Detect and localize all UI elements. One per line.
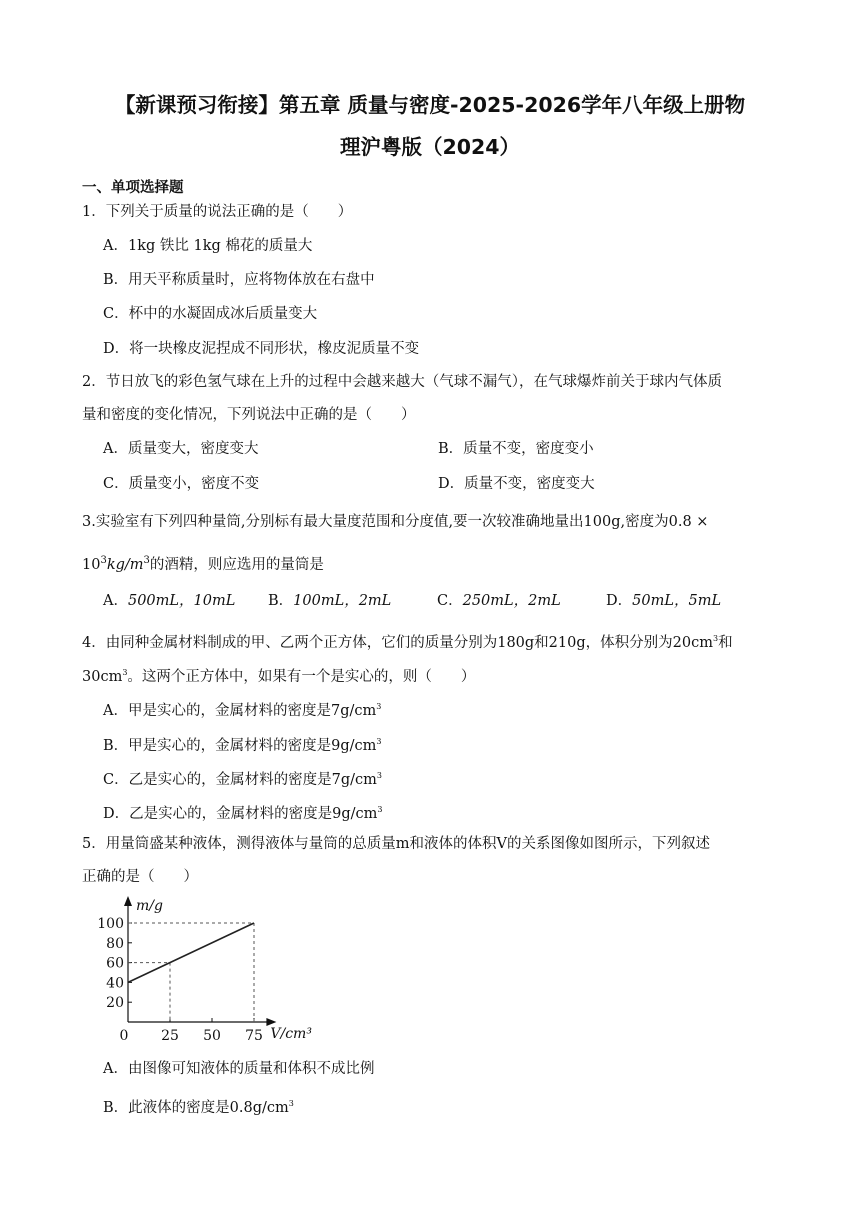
q4-option-d-text: D．乙是实心的，金属材料的密度是9g/cm	[103, 806, 378, 822]
q2-option-b: B．质量不变，密度变小	[438, 441, 594, 457]
y-tick-label-20: 20	[106, 995, 124, 1012]
y-tick-label-80: 80	[106, 935, 124, 952]
q4-option-d-sup: 3	[377, 805, 383, 814]
q3-power-base: 10	[82, 557, 101, 573]
q5-option-b	[103, 1094, 294, 1118]
q1-option-d: D．将一块橡皮泥捏成不同形状，橡皮泥质量不变	[103, 341, 420, 357]
q4-option-d	[103, 800, 382, 824]
question-2-stem-line1: 2．节日放飞的彩色氢气球在上升的过程中会越来越大（气球不漏气），在气球爆炸前关于球内气体质	[82, 374, 722, 390]
question-5-stem-line1: 5．用量筒盛某种液体，测得液体与量筒的总质量m和液体的体积V的关系图像如图所示，下列叙述	[82, 836, 710, 852]
q4-option-a-text: A．甲是实心的，金属材料的密度是7g/cm	[103, 703, 377, 719]
y-tick-label-40: 40	[106, 975, 124, 992]
page-title-line2: 理沪粤版（2024）	[339, 135, 521, 159]
question-3-stem-line2	[82, 551, 324, 575]
q2-option-a: A．质量变大，密度变大	[103, 441, 259, 457]
x-tick-label-0: 0	[119, 1028, 129, 1044]
q5-option-a: A．由图像可知液体的质量和体积不成比例	[103, 1061, 375, 1077]
x-tick-label-75: 75	[245, 1028, 263, 1044]
x-axis-arrow	[266, 1018, 276, 1026]
section-heading: 一、单项选择题	[82, 180, 184, 196]
q1-option-b: B．用天平称质量时，应将物体放在右盘中	[103, 272, 375, 288]
y-tick-label-100: 100	[97, 916, 124, 932]
question-4-stem-line2	[82, 663, 475, 687]
q4-stem-text-4: 。这两个正方体中，如果有一个是实心的，则（ ）	[127, 669, 476, 685]
q3-density-number: 0.8 ×	[668, 514, 709, 530]
q3-stem-text: 3.实验室有下列四种量筒,分别标有最大量度范围和分度值,要一次较准确地量出100g,密度为	[82, 514, 669, 530]
series-line	[128, 923, 254, 982]
y-tick-label-60: 60	[106, 955, 124, 972]
x-tick-label-50: 50	[203, 1028, 221, 1044]
q2-option-d: D．质量不变，密度变大	[438, 476, 595, 492]
q3-power-exp: 3	[100, 555, 107, 566]
y-axis-label: m/g	[136, 898, 163, 914]
x-tick-label-25: 25	[161, 1028, 179, 1044]
q4-option-a	[103, 697, 381, 721]
q3-option-a-letter: A．	[103, 593, 128, 609]
page-title-line1: 【新课预习衔接】第五章 质量与密度-2025-2026学年八年级上册物	[114, 93, 746, 117]
q3-option-b-letter: B．	[268, 593, 294, 609]
q1-option-c: C．杯中的水凝固成冰后质量变大	[103, 306, 318, 322]
q3-option-a-value: 500mL，10mL	[127, 593, 236, 609]
question-3-stem-line1	[82, 512, 708, 532]
q5-option-b-text: B．此液体的密度是0.8g/cm	[103, 1100, 289, 1116]
q2-option-c: C．质量变小，密度不变	[103, 476, 260, 492]
q3-option-c	[437, 591, 561, 611]
q4-option-b	[103, 732, 382, 756]
q1-option-a: A．1kg 铁比 1kg 棉花的质量大	[103, 238, 313, 254]
q5-option-b-sup: 3	[288, 1099, 294, 1108]
q3-option-b	[268, 591, 391, 611]
q3-option-a	[103, 591, 235, 611]
q3-option-d-value: 50mL，5mL	[632, 593, 722, 609]
q3-unit-exp: 3	[143, 555, 150, 566]
q4-option-a-sup: 3	[376, 702, 382, 711]
question-5-stem-line2: 正确的是（ ）	[82, 869, 198, 885]
q3-stem-tail: 的酒精，则应选用的量筒是	[149, 557, 324, 573]
q3-option-b-value: 100mL，2mL	[293, 593, 392, 609]
mass-volume-chart	[96, 892, 336, 1052]
q3-unit: kg/m	[106, 557, 144, 573]
q4-sup-2: 3	[122, 668, 128, 677]
q3-option-c-value: 250mL，2mL	[462, 593, 561, 609]
q3-option-d-letter: D．	[606, 593, 633, 609]
q3-option-d	[606, 591, 721, 611]
y-axis-arrow	[124, 896, 132, 906]
q4-stem-text-1: 4．由同种金属材料制成的甲、乙两个正方体，它们的质量分别为180g和210g，体积分别为20cm	[82, 635, 713, 651]
q4-sup-1: 3	[712, 634, 719, 643]
q4-stem-text-2: 和	[718, 635, 733, 651]
q4-option-b-text: B．甲是实心的，金属材料的密度是9g/cm	[103, 738, 377, 754]
q4-option-b-sup: 3	[376, 737, 382, 746]
question-2-stem-line2: 量和密度的变化情况，下列说法中正确的是（ ）	[82, 407, 416, 423]
question-4-stem-line1	[82, 629, 733, 653]
q4-option-c-text: C．乙是实心的，金属材料的密度是7g/cm	[103, 772, 377, 788]
question-1-stem: 1．下列关于质量的说法正确的是（ ）	[82, 204, 353, 220]
q3-option-c-letter: C．	[437, 593, 463, 609]
q4-stem-text-3: 30cm	[82, 669, 123, 685]
x-axis-label: V/cm³	[270, 1026, 312, 1042]
q4-option-c	[103, 766, 382, 790]
q4-option-c-sup: 3	[376, 771, 382, 780]
